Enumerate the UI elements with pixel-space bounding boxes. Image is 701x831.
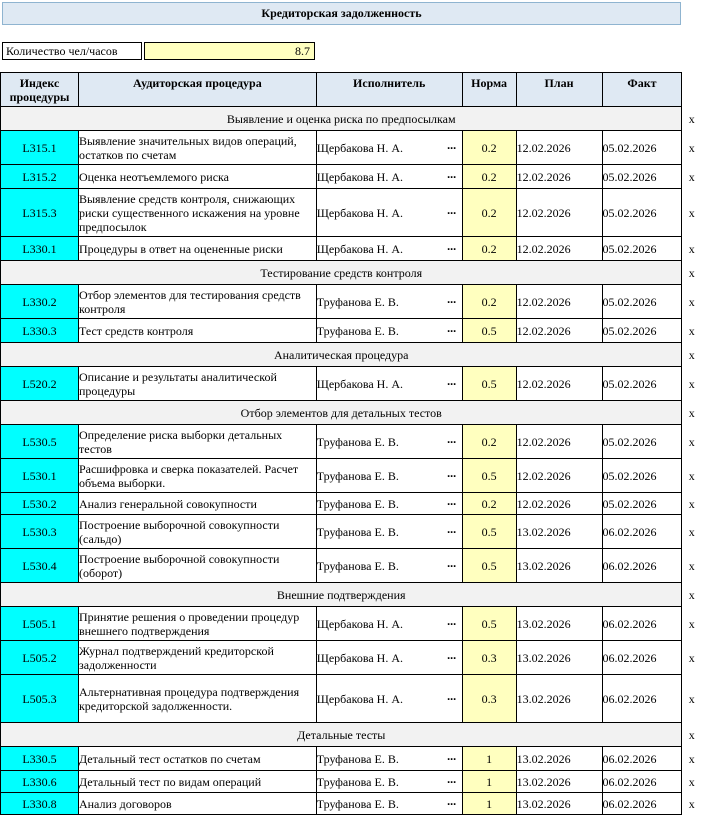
delete-x-button[interactable]: x — [682, 165, 701, 189]
procedure-name-cell: Построение выборочной совокупности (оборот) — [78, 549, 316, 583]
executor-name: Труфанова Е. В. — [316, 751, 399, 766]
procedure-index-cell[interactable]: L505.3 — [1, 675, 79, 723]
procedure-row[interactable] — [1, 793, 701, 815]
section-title: Аналитическая процедура — [1, 343, 682, 367]
fact-date-cell[interactable]: 05.02.2026 — [602, 285, 682, 319]
executor-container — [317, 141, 462, 155]
norm-cell[interactable]: 0.2 — [462, 237, 516, 261]
executor-name: Труфанова Е. В. — [316, 774, 399, 789]
executor-container — [317, 377, 462, 391]
norm-cell[interactable]: 1 — [462, 771, 516, 793]
executor-picker-button[interactable]: ··· — [446, 323, 456, 338]
plan-date-cell[interactable]: 13.02.2026 — [516, 549, 602, 583]
procedure-index-cell[interactable]: L330.1 — [1, 237, 79, 261]
delete-x-button[interactable]: x — [682, 367, 701, 401]
executor-name: Труфанова Е. В. — [316, 796, 399, 811]
executor-picker-button[interactable]: ··· — [446, 650, 456, 665]
procedure-index-cell[interactable]: L330.8 — [1, 793, 79, 815]
section-title: Тестирование средств контроля — [1, 261, 682, 285]
executor-picker-button[interactable]: ··· — [446, 376, 456, 391]
col-header-spacer — [682, 73, 701, 107]
plan-date-cell[interactable]: 12.02.2026 — [516, 189, 602, 237]
procedure-name-cell: Расшифровка и сверка показателей. Расчет объема выборки. — [78, 459, 316, 493]
procedure-index-cell[interactable]: L530.5 — [1, 425, 79, 459]
fact-date-cell[interactable]: 05.02.2026 — [602, 425, 682, 459]
col-header-procedure: Аудиторская процедура — [78, 73, 316, 107]
executor-container — [317, 692, 462, 706]
section-header-row — [1, 723, 701, 747]
norm-cell[interactable]: 0.5 — [462, 319, 516, 343]
executor-picker-button[interactable]: ··· — [446, 524, 456, 539]
executor-name: Труфанова Е. В. — [316, 524, 399, 539]
executor-picker-button[interactable]: ··· — [446, 774, 456, 789]
procedure-index-cell[interactable]: L505.2 — [1, 641, 79, 675]
procedure-name-cell: Журнал подтверждений кредиторской задолженности — [78, 641, 316, 675]
procedure-index-cell[interactable]: L330.2 — [1, 285, 79, 319]
sheet-title: Кредиторская задолженность — [2, 2, 681, 25]
procedure-name-cell: Детальный тест остатков по счетам — [78, 747, 316, 771]
procedure-name-cell: Построение выборочной совокупности (сальдо) — [78, 515, 316, 549]
delete-x-button[interactable]: x — [682, 131, 701, 165]
delete-x-button[interactable]: x — [682, 261, 701, 285]
executor-name: Щербакова Н. А. — [316, 616, 403, 631]
executor-cell[interactable] — [316, 515, 462, 549]
fact-date-cell[interactable]: 06.02.2026 — [602, 549, 682, 583]
plan-date-cell[interactable]: 12.02.2026 — [516, 459, 602, 493]
procedure-row[interactable] — [1, 319, 701, 343]
norm-cell[interactable]: 1 — [462, 747, 516, 771]
executor-name: Щербакова Н. А. — [316, 169, 403, 184]
norm-cell[interactable]: 0.5 — [462, 515, 516, 549]
executor-cell[interactable] — [316, 493, 462, 515]
executor-container — [317, 170, 462, 184]
plan-date-cell[interactable]: 12.02.2026 — [516, 237, 602, 261]
executor-container — [317, 651, 462, 665]
fact-date-cell[interactable]: 06.02.2026 — [602, 515, 682, 549]
executor-cell[interactable] — [316, 675, 462, 723]
procedure-index-cell[interactable]: L530.4 — [1, 549, 79, 583]
procedures-body — [1, 107, 701, 815]
executor-container — [317, 295, 462, 309]
procedure-row[interactable] — [1, 189, 701, 237]
executor-name: Труфанова Е. В. — [316, 294, 399, 309]
executor-picker-button[interactable]: ··· — [446, 496, 456, 511]
plan-date-cell[interactable]: 13.02.2026 — [516, 793, 602, 815]
section-title: Выявление и оценка риска по предпосылкам — [1, 107, 682, 131]
executor-container — [317, 435, 462, 449]
procedure-name-cell: Процедуры в ответ на оцененные риски — [78, 237, 316, 261]
fact-date-cell[interactable]: 06.02.2026 — [602, 793, 682, 815]
procedure-index-cell[interactable]: L505.1 — [1, 607, 79, 641]
fact-date-cell[interactable]: 06.02.2026 — [602, 771, 682, 793]
procedures-table — [0, 72, 701, 815]
section-title: Детальные тесты — [1, 723, 682, 747]
executor-name: Труфанова Е. В. — [316, 496, 399, 511]
procedure-name-cell: Детальный тест по видам операций — [78, 771, 316, 793]
norm-cell[interactable]: 0.5 — [462, 367, 516, 401]
procedure-index-cell[interactable]: L520.2 — [1, 367, 79, 401]
executor-container — [317, 469, 462, 483]
executor-cell[interactable] — [316, 131, 462, 165]
fact-date-cell[interactable]: 05.02.2026 — [602, 319, 682, 343]
plan-date-cell[interactable]: 12.02.2026 — [516, 425, 602, 459]
col-header-fact: Факт — [602, 73, 682, 107]
procedure-index-cell[interactable]: L330.6 — [1, 771, 79, 793]
executor-picker-button[interactable]: ··· — [446, 169, 456, 184]
executor-picker-button[interactable]: ··· — [446, 468, 456, 483]
delete-x-button[interactable]: x — [682, 747, 701, 771]
executor-picker-button[interactable]: ··· — [446, 241, 456, 256]
plan-date-cell[interactable]: 13.02.2026 — [516, 607, 602, 641]
procedure-name-cell: Альтернативная процедура подтверждения кредиторской задолженности. — [78, 675, 316, 723]
executor-container — [317, 752, 462, 766]
procedure-row[interactable] — [1, 493, 701, 515]
procedure-row[interactable] — [1, 515, 701, 549]
executor-picker-button[interactable]: ··· — [446, 796, 456, 811]
fact-date-cell[interactable]: 05.02.2026 — [602, 459, 682, 493]
hours-label: Количество чел/часов — [2, 42, 142, 60]
delete-x-button[interactable]: x — [682, 401, 701, 425]
delete-x-button[interactable]: x — [682, 493, 701, 515]
col-header-plan: План — [516, 73, 602, 107]
executor-container — [317, 797, 462, 811]
executor-cell[interactable] — [316, 319, 462, 343]
procedure-name-cell: Тест средств контроля — [78, 319, 316, 343]
fact-date-cell[interactable]: 06.02.2026 — [602, 607, 682, 641]
procedure-row[interactable] — [1, 607, 701, 641]
col-header-executor: Исполнитель — [316, 73, 462, 107]
procedure-index-cell[interactable]: L315.1 — [1, 131, 79, 165]
norm-cell[interactable]: 0.2 — [462, 425, 516, 459]
delete-x-button[interactable]: x — [682, 107, 701, 131]
procedure-row[interactable] — [1, 237, 701, 261]
procedure-name-cell: Выявление средств контроля, снижающих риски существенного искажения на уровне предпосылок — [78, 189, 316, 237]
executor-container — [317, 775, 462, 789]
executor-name: Щербакова Н. А. — [316, 376, 403, 391]
executor-container — [317, 242, 462, 256]
procedure-row[interactable] — [1, 425, 701, 459]
executor-container — [317, 206, 462, 220]
procedure-name-cell: Выявление значительных видов операций, остатков по счетам — [78, 131, 316, 165]
plan-date-cell[interactable]: 12.02.2026 — [516, 367, 602, 401]
plan-date-cell[interactable]: 13.02.2026 — [516, 747, 602, 771]
executor-picker-button[interactable]: ··· — [446, 616, 456, 631]
delete-x-button[interactable]: x — [682, 515, 701, 549]
executor-picker-button[interactable]: ··· — [446, 294, 456, 309]
plan-date-cell[interactable]: 12.02.2026 — [516, 131, 602, 165]
executor-name: Щербакова Н. А. — [316, 140, 403, 155]
procedure-name-cell: Отбор элементов для тестирования средств контроля — [78, 285, 316, 319]
section-title: Внешние подтверждения — [1, 583, 682, 607]
executor-picker-button[interactable]: ··· — [446, 140, 456, 155]
delete-x-button[interactable]: x — [682, 641, 701, 675]
procedure-index-cell[interactable]: L315.2 — [1, 165, 79, 189]
plan-date-cell[interactable]: 13.02.2026 — [516, 515, 602, 549]
fact-date-cell[interactable]: 05.02.2026 — [602, 493, 682, 515]
norm-cell[interactable]: 0.2 — [462, 189, 516, 237]
procedure-name-cell: Анализ договоров — [78, 793, 316, 815]
executor-name: Труфанова Е. В. — [316, 558, 399, 573]
delete-x-button[interactable]: x — [682, 771, 701, 793]
procedure-name-cell: Принятие решения о проведении процедур внешнего подтверждения — [78, 607, 316, 641]
procedure-index-cell[interactable]: L330.5 — [1, 747, 79, 771]
procedure-row[interactable] — [1, 459, 701, 493]
plan-date-cell[interactable]: 12.02.2026 — [516, 165, 602, 189]
executor-container — [317, 559, 462, 573]
delete-x-button[interactable]: x — [682, 675, 701, 723]
procedure-row[interactable] — [1, 367, 701, 401]
norm-cell[interactable]: 0.2 — [462, 165, 516, 189]
executor-picker-button[interactable]: ··· — [446, 558, 456, 573]
fact-date-cell[interactable]: 05.02.2026 — [602, 131, 682, 165]
executor-cell[interactable] — [316, 549, 462, 583]
section-header-row — [1, 401, 701, 425]
plan-date-cell[interactable]: 13.02.2026 — [516, 675, 602, 723]
executor-name: Труфанова Е. В. — [316, 468, 399, 483]
delete-x-button[interactable]: x — [682, 549, 701, 583]
fact-date-cell[interactable]: 05.02.2026 — [602, 237, 682, 261]
plan-date-cell[interactable]: 12.02.2026 — [516, 493, 602, 515]
plan-date-cell[interactable]: 13.02.2026 — [516, 771, 602, 793]
executor-picker-button[interactable]: ··· — [446, 205, 456, 220]
fact-date-cell[interactable]: 06.02.2026 — [602, 641, 682, 675]
norm-cell[interactable]: 0.5 — [462, 459, 516, 493]
norm-cell[interactable]: 0.2 — [462, 131, 516, 165]
procedure-row[interactable] — [1, 549, 701, 583]
procedure-row[interactable] — [1, 131, 701, 165]
executor-name: Щербакова Н. А. — [316, 241, 403, 256]
hours-value-cell[interactable]: 8.7 — [144, 42, 315, 60]
procedure-row[interactable] — [1, 165, 701, 189]
executor-cell[interactable] — [316, 459, 462, 493]
delete-x-button[interactable]: x — [682, 459, 701, 493]
executor-cell[interactable] — [316, 747, 462, 771]
procedure-row[interactable] — [1, 747, 701, 771]
plan-date-cell[interactable]: 12.02.2026 — [516, 319, 602, 343]
section-header-row — [1, 583, 701, 607]
executor-name: Щербакова Н. А. — [316, 691, 403, 706]
executor-name: Труфанова Е. В. — [316, 323, 399, 338]
col-header-index: Индекс процедуры — [1, 73, 79, 107]
norm-cell[interactable]: 0.3 — [462, 641, 516, 675]
executor-cell[interactable] — [316, 771, 462, 793]
norm-cell[interactable]: 0.2 — [462, 285, 516, 319]
norm-cell[interactable]: 0.5 — [462, 549, 516, 583]
delete-x-button[interactable]: x — [682, 285, 701, 319]
delete-x-button[interactable]: x — [682, 583, 701, 607]
executor-cell[interactable] — [316, 793, 462, 815]
executor-name: Труфанова Е. В. — [316, 434, 399, 449]
procedure-name-cell: Оценка неотъемлемого риска — [78, 165, 316, 189]
executor-cell[interactable] — [316, 641, 462, 675]
delete-x-button[interactable]: x — [682, 425, 701, 459]
delete-x-button[interactable]: x — [682, 793, 701, 815]
procedure-row[interactable] — [1, 675, 701, 723]
norm-cell[interactable]: 0.3 — [462, 675, 516, 723]
fact-date-cell[interactable]: 05.02.2026 — [602, 165, 682, 189]
executor-cell[interactable] — [316, 607, 462, 641]
executor-container — [317, 497, 462, 511]
executor-cell[interactable] — [316, 189, 462, 237]
executor-cell[interactable] — [316, 367, 462, 401]
section-header-row — [1, 107, 701, 131]
col-header-norm: Норма — [462, 73, 516, 107]
executor-name: Щербакова Н. А. — [316, 650, 403, 665]
procedure-row[interactable] — [1, 771, 701, 793]
norm-cell[interactable]: 1 — [462, 793, 516, 815]
procedure-index-cell[interactable]: L330.3 — [1, 319, 79, 343]
procedure-index-cell[interactable]: L315.3 — [1, 189, 79, 237]
executor-cell[interactable] — [316, 237, 462, 261]
delete-x-button[interactable]: x — [682, 343, 701, 367]
delete-x-button[interactable]: x — [682, 189, 701, 237]
executor-container — [317, 525, 462, 539]
delete-x-button[interactable]: x — [682, 319, 701, 343]
procedure-index-cell[interactable]: L530.2 — [1, 493, 79, 515]
section-header-row — [1, 343, 701, 367]
fact-date-cell[interactable]: 06.02.2026 — [602, 747, 682, 771]
header-row — [1, 73, 701, 107]
procedure-name-cell: Описание и результаты аналитической процедуры — [78, 367, 316, 401]
executor-container — [317, 617, 462, 631]
delete-x-button[interactable]: x — [682, 607, 701, 641]
executor-picker-button[interactable]: ··· — [446, 751, 456, 766]
executor-cell[interactable] — [316, 165, 462, 189]
procedure-row[interactable] — [1, 641, 701, 675]
executor-container — [317, 324, 462, 338]
plan-date-cell[interactable]: 13.02.2026 — [516, 641, 602, 675]
procedure-row[interactable] — [1, 285, 701, 319]
fact-date-cell[interactable]: 05.02.2026 — [602, 367, 682, 401]
section-header-row — [1, 261, 701, 285]
executor-name: Щербакова Н. А. — [316, 205, 403, 220]
procedure-index-cell[interactable]: L530.3 — [1, 515, 79, 549]
executor-picker-button[interactable]: ··· — [446, 434, 456, 449]
plan-date-cell[interactable]: 12.02.2026 — [516, 285, 602, 319]
procedure-name-cell: Анализ генеральной совокупности — [78, 493, 316, 515]
fact-date-cell[interactable]: 06.02.2026 — [602, 675, 682, 723]
executor-cell[interactable] — [316, 285, 462, 319]
norm-cell[interactable]: 0.5 — [462, 607, 516, 641]
executor-cell[interactable] — [316, 425, 462, 459]
norm-cell[interactable]: 0.2 — [462, 493, 516, 515]
executor-picker-button[interactable]: ··· — [446, 691, 456, 706]
procedure-name-cell: Определение риска выборки детальных тестов — [78, 425, 316, 459]
procedure-index-cell[interactable]: L530.1 — [1, 459, 79, 493]
section-title: Отбор элементов для детальных тестов — [1, 401, 682, 425]
delete-x-button[interactable]: x — [682, 723, 701, 747]
delete-x-button[interactable]: x — [682, 237, 701, 261]
fact-date-cell[interactable]: 05.02.2026 — [602, 189, 682, 237]
